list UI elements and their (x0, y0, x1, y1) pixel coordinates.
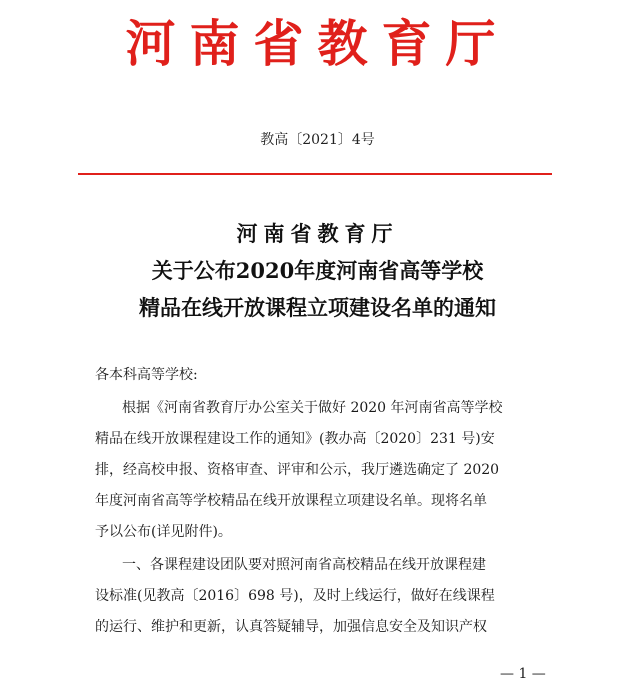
red-divider-line (78, 173, 552, 175)
title-line-1: 河南省教育厅 (236, 221, 399, 246)
body-line: 予以公布(详见附件)。 (95, 524, 232, 540)
body-line: 设标准(见教高〔2016〕698 号)，及时上线运行，做好在线课程 (95, 588, 495, 604)
addressee: 各本科高等学校: (95, 367, 198, 383)
page-number: — 1 — (500, 666, 546, 682)
title-line-3: 精品在线开放课程立项建设名单的通知 (139, 295, 496, 320)
body-line: 根据《河南省教育厅办公室关于做好 2020 年河南省高等学校 (122, 400, 503, 416)
title-line-2: 关于公布2020年度河南省高等学校 (151, 258, 484, 283)
body-line: 的运行、维护和更新，认真答疑辅导，加强信息安全及知识产权 (95, 619, 487, 635)
issuer-masthead: 河南省教育厅 (125, 14, 510, 73)
body-line: 排，经高校申报、资格审查、评审和公示，我厅遴选确定了 2020 (95, 462, 500, 478)
body-line: 一、各课程建设团队要对照河南省高校精品在线开放课程建 (122, 557, 486, 573)
body-line: 年度河南省高等学校精品在线开放课程立项建设名单。现将名单 (95, 493, 487, 509)
document-number: 教高〔2021〕4号 (260, 132, 375, 148)
body-line: 精品在线开放课程建设工作的通知》(教办高〔2020〕231 号)安 (95, 431, 495, 447)
